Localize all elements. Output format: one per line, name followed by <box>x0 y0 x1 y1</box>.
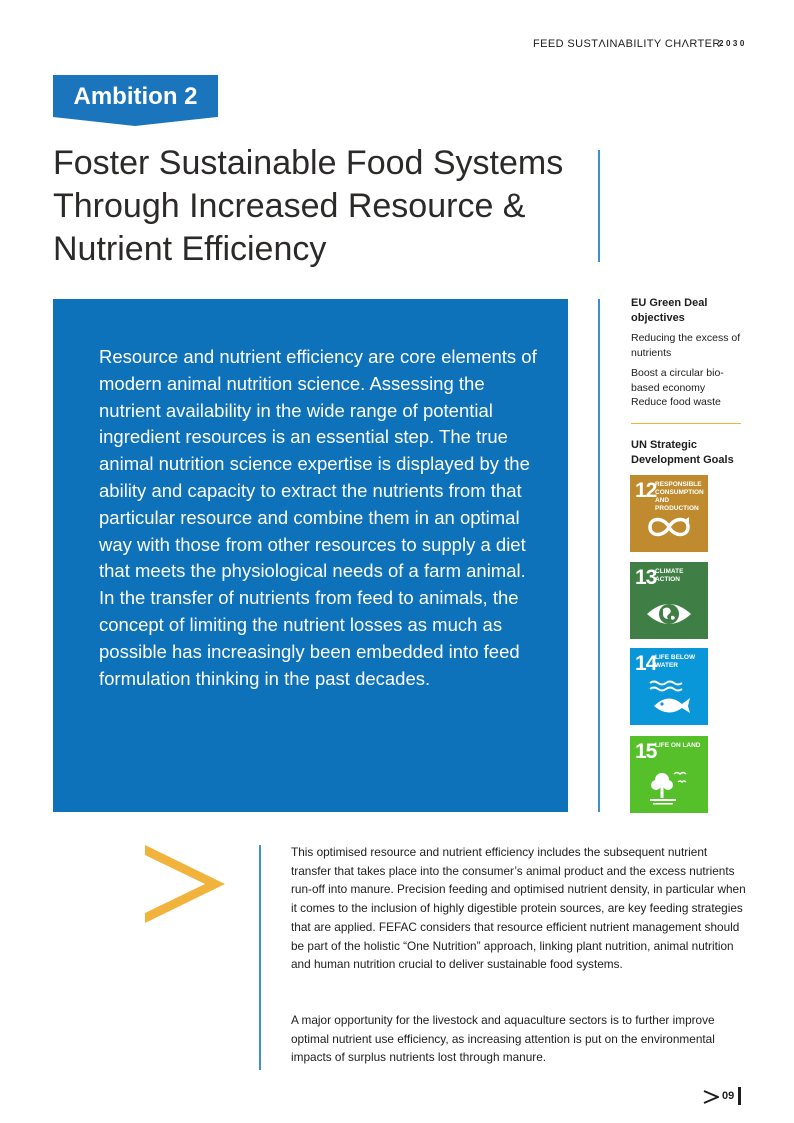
sdg-number: 13 <box>635 566 657 589</box>
intro-box <box>53 299 568 812</box>
body-paragraph: A major opportunity for the livestock and aquaculture sectors is to further improve optimal nutrient use efficiency, as increasing attention is put on the environmental impacts of surplus nutrients lost through manure. <box>291 1013 715 1065</box>
title-divider <box>598 150 600 262</box>
fish-icon <box>644 680 694 720</box>
eu-objective-item: Reducing the excess of nutrients <box>631 332 741 359</box>
sidebar-separator <box>631 423 741 424</box>
sdg-15-tile <box>630 736 708 813</box>
ambition-banner-tip <box>53 117 217 126</box>
page-chevron-icon <box>703 1090 719 1104</box>
sdg-12-tile <box>630 475 708 552</box>
sdg-number: 14 <box>635 652 657 675</box>
intro-text: Resource and nutrient efficiency are core elements of modern animal nutrition science. Assessing the nutrient availability in the wide range of potential ingredient resources is an essential step. The true animal nutrition science expertise is displayed by the ability and capacity to extract the nutrients from that particular resource and combine them in an optimal way with those from other resources to supply a diet that meets the physiological needs of a farm animal. In the transfer of nutrients from feed to animals, the concept of limiting the nutrient losses as much as possible has increasingly been embedded into feed formulation thinking in the past decades. <box>99 346 537 689</box>
sidebar-divider <box>598 299 600 812</box>
sdg-label: RESPONSIBLE CONSUMPTION AND PRODUCTION <box>655 481 704 512</box>
chevron-right-icon <box>143 843 227 925</box>
ambition-label: Ambition 2 <box>73 83 198 110</box>
sdg-label: LIFE ON LAND <box>655 742 701 749</box>
eu-objective-item: Boost a circular bio-based economy <box>631 367 724 394</box>
body-divider <box>259 845 261 1070</box>
tree-icon <box>644 768 694 808</box>
ambition-banner <box>53 75 218 117</box>
page-number-bar <box>738 1087 741 1105</box>
un-sdg-heading: UN Strategic Development Goals <box>631 439 734 466</box>
sdg-14-tile <box>630 648 708 725</box>
sdg-number: 12 <box>635 479 657 502</box>
earth-eye-icon <box>644 594 694 634</box>
sdg-label: CLIMATE ACTION <box>655 568 684 583</box>
eu-objective-item: Reduce food waste <box>631 396 721 408</box>
sdg-number: 15 <box>635 740 657 763</box>
body-paragraph: This optimised resource and nutrient efficiency includes the subsequent nutrient transfer that takes place into the consumer’s animal product and the excess nutrients run-off into manure. Precision feeding and optimised nutrient density, in particular when it comes to the inclusion of highly digestible protein sources, are key feeding strategies that are applied. FEFAC considers that resource efficient nutrient management should be part of the holistic “One Nutrition” approach, linking plant nutrition, animal nutrition and human nutrition crucial to deliver sustainable food systems. <box>291 845 746 972</box>
eu-green-deal-heading: EU Green Deal objectives <box>631 297 708 324</box>
sdg-13-tile <box>630 562 708 639</box>
charter-title: FEED SUSTΛINABILITY CHΛRTER <box>533 38 721 50</box>
charter-year: 2030 <box>719 39 747 48</box>
sdg-label: LIFE BELOW WATER <box>655 654 696 669</box>
infinity-icon <box>644 507 694 547</box>
page-title: Foster Sustainable Food Systems Through Increased Resource & Nutrient Efficiency <box>53 144 564 268</box>
page-number: 09 <box>722 1090 735 1102</box>
